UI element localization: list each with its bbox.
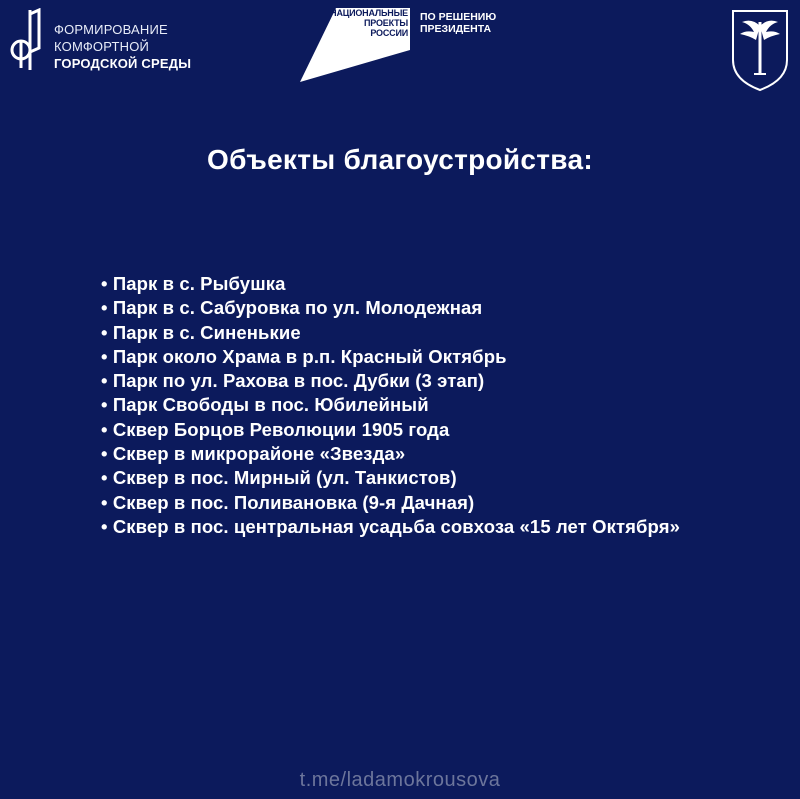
- list-item: • Парк в с. Синенькие: [101, 321, 301, 343]
- logo-left-line2: КОМФОРТНОЙ: [54, 39, 150, 54]
- president-line1: ПО РЕШЕНИЮ: [420, 11, 497, 23]
- list-item: • Парк около Храма в р.п. Красный Октябрь: [101, 345, 507, 367]
- list-item: • Парк Свободы в пос. Юбилейный: [101, 394, 429, 416]
- president-line2: ПРЕЗИДЕНТА: [420, 23, 492, 35]
- list-item: • Сквер в пос. Мирный (ул. Танкистов): [101, 467, 457, 489]
- telegram-link[interactable]: t.me/ladamokrousova: [299, 769, 501, 791]
- coat-of-arms: [730, 8, 790, 97]
- list-item: • Сквер в пос. центральная усадьба совхоза «15 лет Октября»: [101, 515, 680, 537]
- page-title: Объекты благоустройства:: [207, 144, 593, 175]
- national-projects-logo: [298, 8, 496, 82]
- list-item: • Парк по ул. Рахова в пос. Дубки (3 этап): [101, 370, 485, 392]
- logo-left-line3: ГОРОДСКОЙ СРЕДЫ: [54, 56, 192, 71]
- urban-environment-emblem-icon: [8, 8, 44, 72]
- logo-left-line1: ФОРМИРОВАНИЕ: [54, 22, 168, 37]
- list-item: • Парк в с. Рыбушка: [101, 273, 286, 294]
- list-item: • Сквер Борцов Революции 1905 года: [101, 418, 450, 440]
- national-projects-line2: ПРОЕКТЫ: [364, 18, 408, 28]
- national-projects-line1: НАЦИОНАЛЬНЫЕ: [330, 8, 408, 18]
- national-projects-line3: РОССИИ: [370, 28, 408, 38]
- list-item: • Парк в с. Сабуровка по ул. Молодежная: [101, 297, 483, 319]
- comfortable-urban-environment-logo: [8, 8, 191, 72]
- list-item: • Сквер в микрорайоне «Звезда»: [101, 443, 406, 465]
- objects-list: [101, 272, 701, 539]
- saratov-coat-of-arms-icon: [730, 8, 790, 92]
- list-item: • Сквер в пос. Поливановка (9-я Дачная): [101, 491, 475, 513]
